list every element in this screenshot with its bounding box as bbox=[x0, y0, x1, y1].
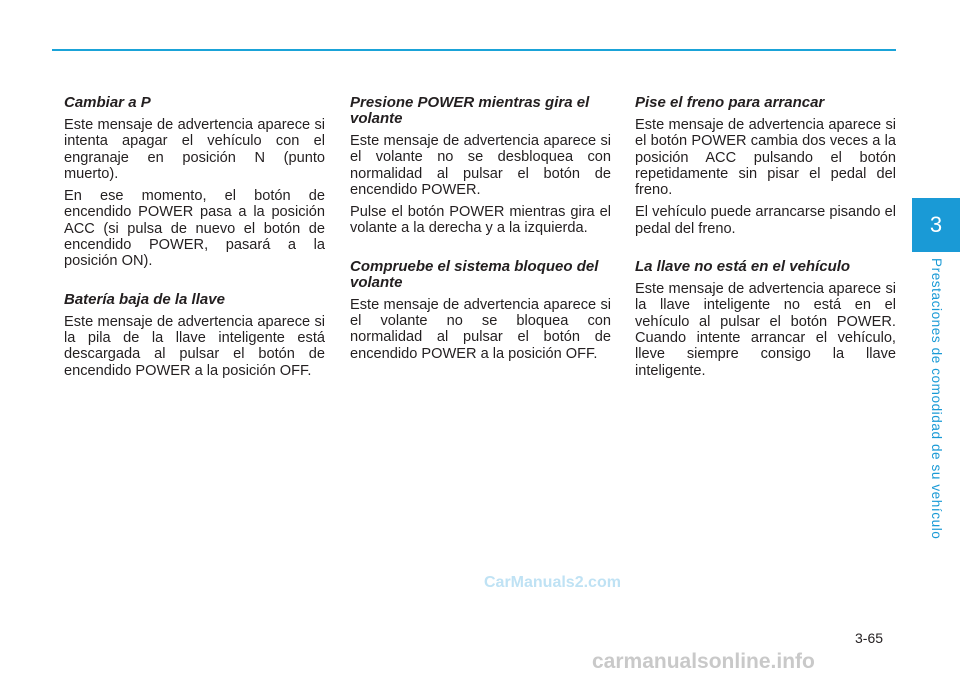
text-column-3 bbox=[635, 95, 896, 401]
text-column-2 bbox=[350, 95, 611, 384]
section-paragraph: En ese momento, el botón de encendido POWER pasa a la posición ACC (si pulsa de nuevo el botón de encendido POWER, pasará a la posición ON). bbox=[64, 188, 325, 270]
watermark-link[interactable]: CarManuals2.com bbox=[484, 574, 621, 591]
section-heading: La llave no está en el vehículo bbox=[635, 258, 851, 276]
section-paragraph: Pulse el botón POWER mientras gira el volante a la derecha y a la izquierda. bbox=[350, 204, 611, 237]
text-column-1 bbox=[64, 95, 325, 401]
section-heading: Compruebe el sistema bloqueo del volante bbox=[350, 257, 599, 291]
section-pise-freno bbox=[635, 95, 896, 237]
section-heading: Batería baja de la llave bbox=[64, 290, 225, 308]
section-presione-power bbox=[350, 95, 611, 237]
section-paragraph: Este mensaje de advertencia aparece si intenta apagar el vehículo con el engranaje en posición N (punto muerto). bbox=[64, 117, 325, 182]
chapter-number-tab: 3 bbox=[912, 198, 960, 252]
section-heading: Cambiar a P bbox=[64, 94, 151, 111]
chapter-title: Prestaciones de comodidad de su vehículo bbox=[929, 258, 944, 540]
section-paragraph: Este mensaje de advertencia aparece si el volante no se desbloquea con normalidad al pulsar el botón de encendido POWER. bbox=[350, 133, 611, 198]
page-number: 3-65 bbox=[855, 630, 884, 646]
section-compruebe-bloqueo bbox=[350, 259, 611, 362]
section-paragraph: El vehículo puede arrancarse pisando el pedal del freno. bbox=[635, 204, 896, 237]
header-rule bbox=[52, 49, 896, 51]
section-paragraph: Este mensaje de advertencia aparece si la llave inteligente no está en el vehículo al pulsar el botón POWER. Cuando intente arrancar el vehículo, lleve siempre consigo la llave inteligente. bbox=[635, 281, 896, 379]
section-heading: Presione POWER mientras gira el volante bbox=[350, 94, 590, 127]
section-paragraph: Este mensaje de advertencia aparece si la pila de la llave inteligente está descargada al pulsar el botón de encendido POWER a la posición OFF. bbox=[64, 313, 325, 379]
section-paragraph: Este mensaje de advertencia aparece si el volante no se bloquea con normalidad al pulsar el botón de encendido POWER a la posición OFF. bbox=[350, 296, 611, 362]
section-heading: Pise el freno para arrancar bbox=[635, 94, 825, 111]
section-bateria-baja bbox=[64, 292, 325, 379]
footer-watermark: carmanualsonline.info bbox=[592, 650, 815, 673]
section-cambiar-a-p bbox=[64, 95, 325, 270]
section-paragraph: Este mensaje de advertencia aparece si el botón POWER cambia dos veces a la posición ACC pulsando el botón repetidamente sin pisar el pedal del freno. bbox=[635, 117, 896, 199]
section-llave-no-esta bbox=[635, 259, 896, 379]
